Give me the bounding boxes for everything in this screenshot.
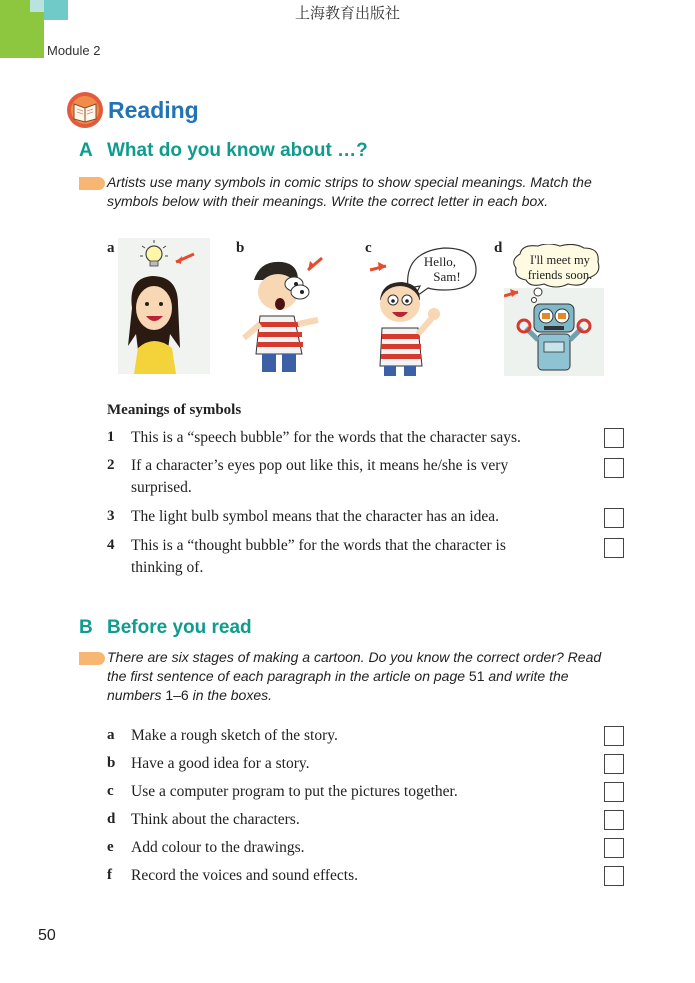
section-b-instruction xyxy=(107,648,619,705)
answer-box[interactable] xyxy=(604,538,624,558)
stage-text: Think about the characters. xyxy=(131,811,300,828)
instruction-page-ref: 51 xyxy=(468,668,485,684)
stage-text: Record the voices and sound effects. xyxy=(131,867,358,884)
book-icon xyxy=(66,91,104,129)
thought-bubble-text xyxy=(524,253,596,283)
stage-text: Use a computer program to put the pictures together. xyxy=(131,783,458,800)
picture-letter-a: a xyxy=(107,240,115,256)
stage-text: Make a rough sketch of the story. xyxy=(131,727,338,744)
answer-box[interactable] xyxy=(604,726,624,746)
section-a-letter: A xyxy=(79,140,93,161)
stage-letter: b xyxy=(107,755,116,771)
instruction-tab xyxy=(79,652,105,665)
meaning-number: 1 xyxy=(107,429,115,445)
speech-bubble-text xyxy=(412,254,468,284)
section-a-instruction: Artists use many symbols in comic strips to show special meanings. Match the symbols below with their meanings. Write the correct letter in each box. xyxy=(107,174,592,209)
stage-letter: f xyxy=(107,867,112,883)
instruction-text: There are six stages of making a cartoon. Do you know the correct order? Read the first sentence of each paragraph in the article on page xyxy=(107,649,602,684)
speech-bubble-line: Hello, xyxy=(423,254,457,269)
stage-letter: e xyxy=(107,839,114,855)
section-a-title: What do you know about …? xyxy=(107,140,368,161)
answer-box[interactable] xyxy=(604,866,624,886)
stage-letter: a xyxy=(107,727,115,743)
section-b-title: Before you read xyxy=(107,617,252,638)
picture-letter-b: b xyxy=(236,240,245,256)
meaning-text: If a character’s eyes pop out like this, it means he/she is very surprised. xyxy=(131,457,509,496)
speech-bubble-line: Sam! xyxy=(433,269,461,284)
meaning-number: 3 xyxy=(107,508,115,524)
instruction-text: in the boxes. xyxy=(188,687,272,703)
answer-box[interactable] xyxy=(604,508,624,528)
reading-title: Reading xyxy=(108,97,199,123)
picture-letter-d: d xyxy=(494,240,503,256)
meaning-number: 2 xyxy=(107,457,115,473)
meanings-title: Meanings of symbols xyxy=(107,402,242,418)
instruction-text: and write the numbers xyxy=(107,668,569,703)
stage-letter: c xyxy=(107,783,114,799)
answer-box[interactable] xyxy=(604,782,624,802)
answer-box[interactable] xyxy=(604,428,624,448)
cartoon-girl-light-bulb-image xyxy=(118,238,210,374)
meaning-text: This is a “thought bubble” for the words that the character is thinking of. xyxy=(131,537,506,576)
stage-text: Have a good idea for a story. xyxy=(131,755,310,772)
meaning-text: The light bulb symbol means that the character has an idea. xyxy=(131,508,500,525)
stage-text: Add colour to the drawings. xyxy=(131,839,305,856)
publisher-name: 上海教育出版社 xyxy=(294,6,400,22)
thought-bubble-line: friends soon. xyxy=(527,268,593,282)
instruction-number-range: 1–6 xyxy=(165,687,189,703)
answer-box[interactable] xyxy=(604,838,624,858)
module-label: Module 2 xyxy=(47,43,101,58)
cartoon-surprised-boy-image xyxy=(238,244,326,374)
page-number: 50 xyxy=(38,927,56,944)
meaning-number: 4 xyxy=(107,537,115,553)
meaning-text: This is a “speech bubble” for the words that the character says. xyxy=(131,429,521,446)
picture-letter-c: c xyxy=(365,240,372,256)
thought-bubble-line: I'll meet my xyxy=(530,253,590,267)
instruction-tab xyxy=(79,177,105,190)
answer-box[interactable] xyxy=(604,810,624,830)
answer-box[interactable] xyxy=(604,458,624,478)
answer-box[interactable] xyxy=(604,754,624,774)
stage-letter: d xyxy=(107,811,116,827)
section-b-letter: B xyxy=(79,617,93,638)
